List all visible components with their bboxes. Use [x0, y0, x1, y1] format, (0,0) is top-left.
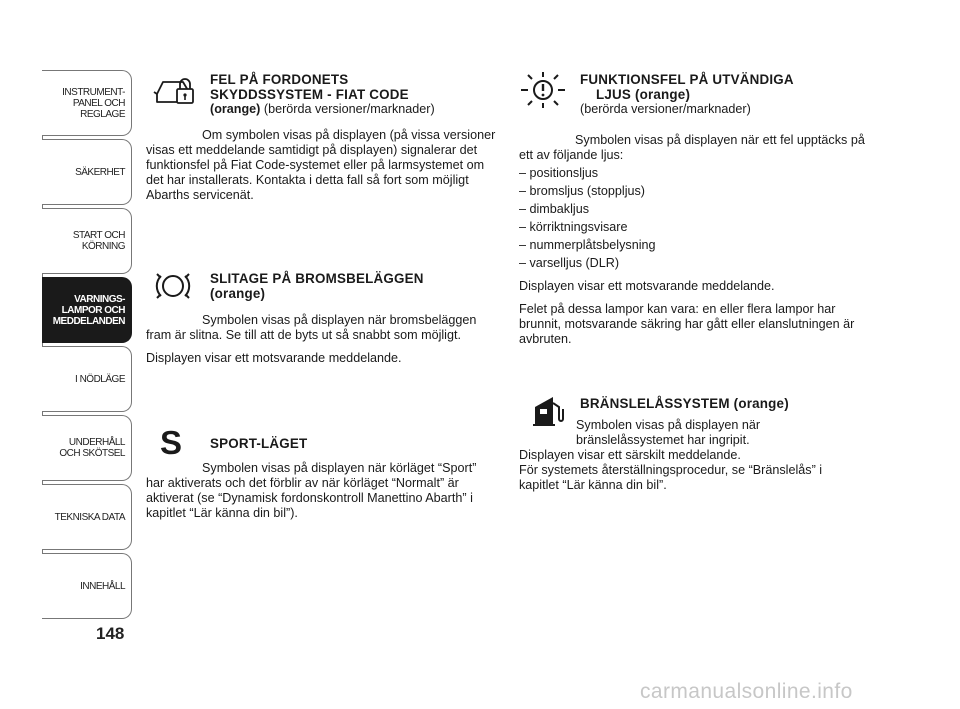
light-list: [519, 166, 869, 271]
list-item: – dimbakljus: [519, 202, 589, 216]
section-title: (orange): [210, 286, 266, 301]
list-item: – varselljus (DLR): [519, 256, 620, 270]
paragraph: Symbolen visas på displayen när bromsbeläggen fram är slitna. Se till att de byts ut så snabbt som möjligt.: [146, 313, 477, 342]
fiat-code-heading: [210, 72, 500, 117]
section-title: FEL PÅ FORDONETS: [210, 72, 349, 87]
tab-label: START OCH KÖRNING: [72, 230, 125, 252]
tab-maintenance[interactable]: [42, 415, 132, 481]
tab-technical-data[interactable]: [42, 484, 132, 550]
paragraph: Symbolen visas på displayen när ett fel upptäcks på ett av följande ljus:: [519, 133, 865, 162]
section-title: SPORT-LÄGET: [210, 436, 308, 451]
section-title: FUNKTIONSFEL PÅ UTVÄNDIGA: [580, 72, 794, 87]
tab-label: VARNINGS- LAMPOR OCH MEDDELANDEN: [52, 293, 125, 327]
brake-body: [146, 313, 502, 366]
list-item: – positionsljus: [519, 166, 599, 180]
tab-starting-driving[interactable]: [42, 208, 132, 274]
section-title: SKYDDSSYSTEM - FIAT CODE: [210, 87, 409, 102]
ext-lights-heading: [580, 72, 880, 117]
brake-pad-icon: [152, 268, 194, 304]
paragraph: Symbolen visas på displayen när bränslelåssystemet har ingripit.: [576, 418, 761, 447]
sport-s-icon: S: [160, 424, 183, 461]
page-number: 148: [96, 624, 125, 643]
tab-contents[interactable]: [42, 553, 132, 619]
tab-instrument-panel[interactable]: [42, 70, 132, 136]
watermark: carmanualsonline.info: [640, 680, 853, 703]
paragraph: Displayen visar ett motsvarande meddelande.: [519, 279, 775, 293]
section-title: BRÄNSLELÅSSYSTEM (orange): [580, 396, 789, 411]
list-item: – körriktningsvisare: [519, 220, 628, 234]
paragraph: Displayen visar ett motsvarande meddelande.: [146, 351, 402, 365]
tab-safety[interactable]: [42, 139, 132, 205]
status-color: (orange): [210, 102, 261, 116]
lock-car-icon: [153, 72, 201, 108]
list-item: – nummerplåtsbelysning: [519, 238, 656, 252]
paragraph: Felet på dessa lampor kan vara: en eller flera lampor har brunnit, motsvarande säkring har gått eller elanslutningen är avbruten.: [519, 302, 855, 346]
ext-lights-body: [519, 133, 869, 347]
tab-label: TEKNISKA DATA: [54, 511, 125, 523]
list-item: – bromsljus (stoppljus): [519, 184, 645, 198]
fiat-code-body: Om symbolen visas på displayen (på vissa versioner visas ett meddelande samtidigt på displayen) signalerar det funktionsfel på Fiat Code-systemet eller på larmsystemet om det har installerats. Kontakta i detta fall så fort som möjligt Abarths servicenät.: [146, 128, 496, 202]
paragraph: För systemets återställningsprocedur, se “Bränslelås” i kapitlet “Lär känna din bil”.: [519, 463, 823, 492]
section-title: SLITAGE PÅ BROMSBELÄGGEN: [210, 271, 424, 286]
paragraph: Displayen visar ett särskilt meddelande.: [519, 448, 741, 462]
exterior-light-fault-icon: [518, 70, 568, 110]
tab-label: UNDERHÅLL OCH SKÖTSEL: [59, 437, 125, 459]
tab-warning-lights[interactable]: [42, 277, 132, 343]
section-title: LJUS (orange): [596, 87, 691, 102]
tab-label: INNEHÅLL: [80, 580, 125, 592]
brake-heading: [210, 271, 500, 301]
tab-label: SÄKERHET: [75, 166, 125, 178]
qualifier: (berörda versioner/marknader): [260, 102, 435, 116]
tab-emergency[interactable]: [42, 346, 132, 412]
qualifier: (berörda versioner/marknader): [580, 102, 751, 116]
tab-label: INSTRUMENT- PANEL OCH REGLAGE: [62, 86, 125, 120]
tab-label: I NÖDLÄGE: [75, 373, 125, 385]
fuel-lock-body: [519, 418, 864, 493]
sport-body: Symbolen visas på displayen när körläget “Sport” har aktiverats och det förblir av när körläget “Normalt” är aktiverat (se “Dynamisk fordonskontroll Manettino Abarth” i kapitlet “Lär känna din bil”).: [146, 461, 477, 520]
